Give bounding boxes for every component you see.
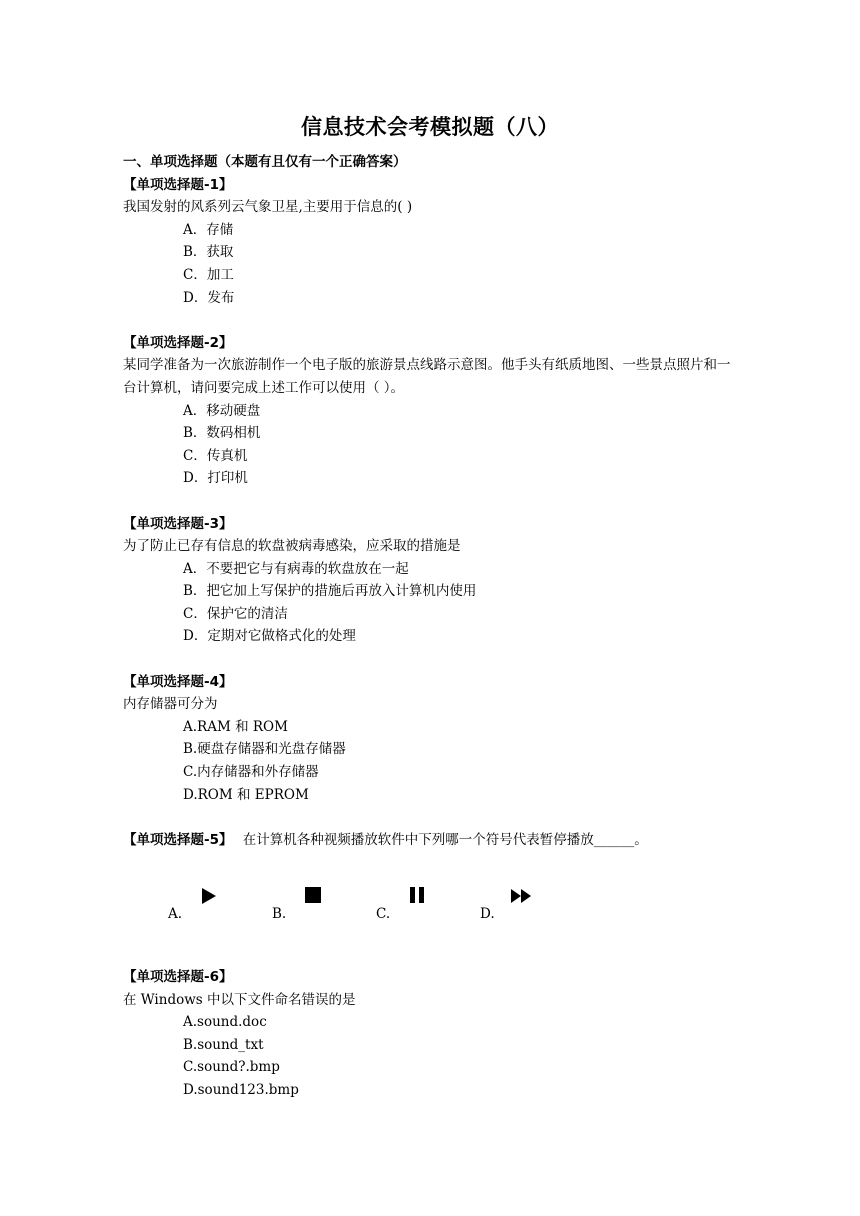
question-1 <box>123 174 743 310</box>
question-stem: 在 Windows 中以下文件命名错误的是 <box>123 991 356 1008</box>
option-a: A.sound.doc <box>183 1014 267 1031</box>
question-label: 【单项选择题-4】 <box>123 673 233 690</box>
option-letter: D. <box>480 905 495 922</box>
option-a: A．不要把它与有病毒的软盘放在一起 <box>183 560 409 577</box>
pause-icon <box>406 885 428 907</box>
question-stem: 内存储器可分为 <box>123 696 218 713</box>
question-label: 【单项选择题-5】 <box>123 831 233 848</box>
option-letter: C. <box>376 905 391 922</box>
question-label: 【单项选择题-3】 <box>123 515 233 532</box>
option-letter: A. <box>168 905 183 922</box>
option-b: B．把它加上写保护的措施后再放入计算机内使用 <box>183 583 477 600</box>
option-b: B．数码相机 <box>183 425 261 442</box>
option-a: A.RAM 和 ROM <box>183 718 288 735</box>
option-d: D.ROM 和 EPROM <box>183 786 309 803</box>
document-title: 信息技术会考模拟题（八） <box>301 115 559 139</box>
stop-icon <box>302 885 324 907</box>
option-c: C.sound?.bmp <box>183 1059 280 1076</box>
media-options <box>123 873 743 943</box>
question-stem: 某同学准备为一次旅游制作一个电子版的旅游景点线路示意图。他手头有纸质地图、一些景点照片和一台计算机，请问要完成上述工作可以使用（ ）。 <box>123 357 731 396</box>
question-label: 【单项选择题-2】 <box>123 334 233 351</box>
option-b: B.硬盘存储器和光盘存储器 <box>183 741 346 758</box>
question-2 <box>123 332 743 490</box>
question-stem-line <box>123 829 743 852</box>
question-stem: 在计算机各种视频播放软件中下列哪一个符号代表暂停播放______。 <box>242 831 648 848</box>
option-c: C．保护它的清洁 <box>183 605 288 622</box>
option-c: C.内存储器和外存储器 <box>183 764 319 781</box>
document-content <box>123 151 743 1102</box>
option-b <box>272 873 372 933</box>
option-d <box>480 873 580 933</box>
fast-forward-icon <box>510 885 532 907</box>
option-c: C．传真机 <box>183 447 248 464</box>
question-3 <box>123 513 743 649</box>
question-6 <box>123 966 743 1102</box>
option-d: D．发布 <box>183 289 235 306</box>
question-stem: 为了防止已存有信息的软盘被病毒感染，应采取的措施是 <box>123 538 461 555</box>
option-d: D.sound123.bmp <box>183 1081 299 1098</box>
option-a <box>168 873 268 933</box>
question-stem: 我国发射的风系列云气象卫星,主要用于信息的( ) <box>123 199 413 216</box>
option-a: A．存储 <box>183 221 234 238</box>
option-d: D．定期对它做格式化的处理 <box>183 628 356 645</box>
option-c: C．加工 <box>183 266 234 283</box>
option-c <box>376 873 476 933</box>
question-label: 【单项选择题-6】 <box>123 969 233 985</box>
option-letter: B. <box>272 905 287 922</box>
question-4 <box>123 671 743 807</box>
option-d: D．打印机 <box>183 470 248 487</box>
option-b: B．获取 <box>183 244 234 261</box>
play-icon <box>198 885 220 907</box>
option-a: A．移动硬盘 <box>183 402 261 419</box>
question-5 <box>123 829 743 944</box>
option-b: B.sound_txt <box>183 1036 264 1053</box>
section-heading: 一、单项选择题（本题有且仅有一个正确答案） <box>123 154 407 170</box>
question-label: 【单项选择题-1】 <box>123 176 233 193</box>
